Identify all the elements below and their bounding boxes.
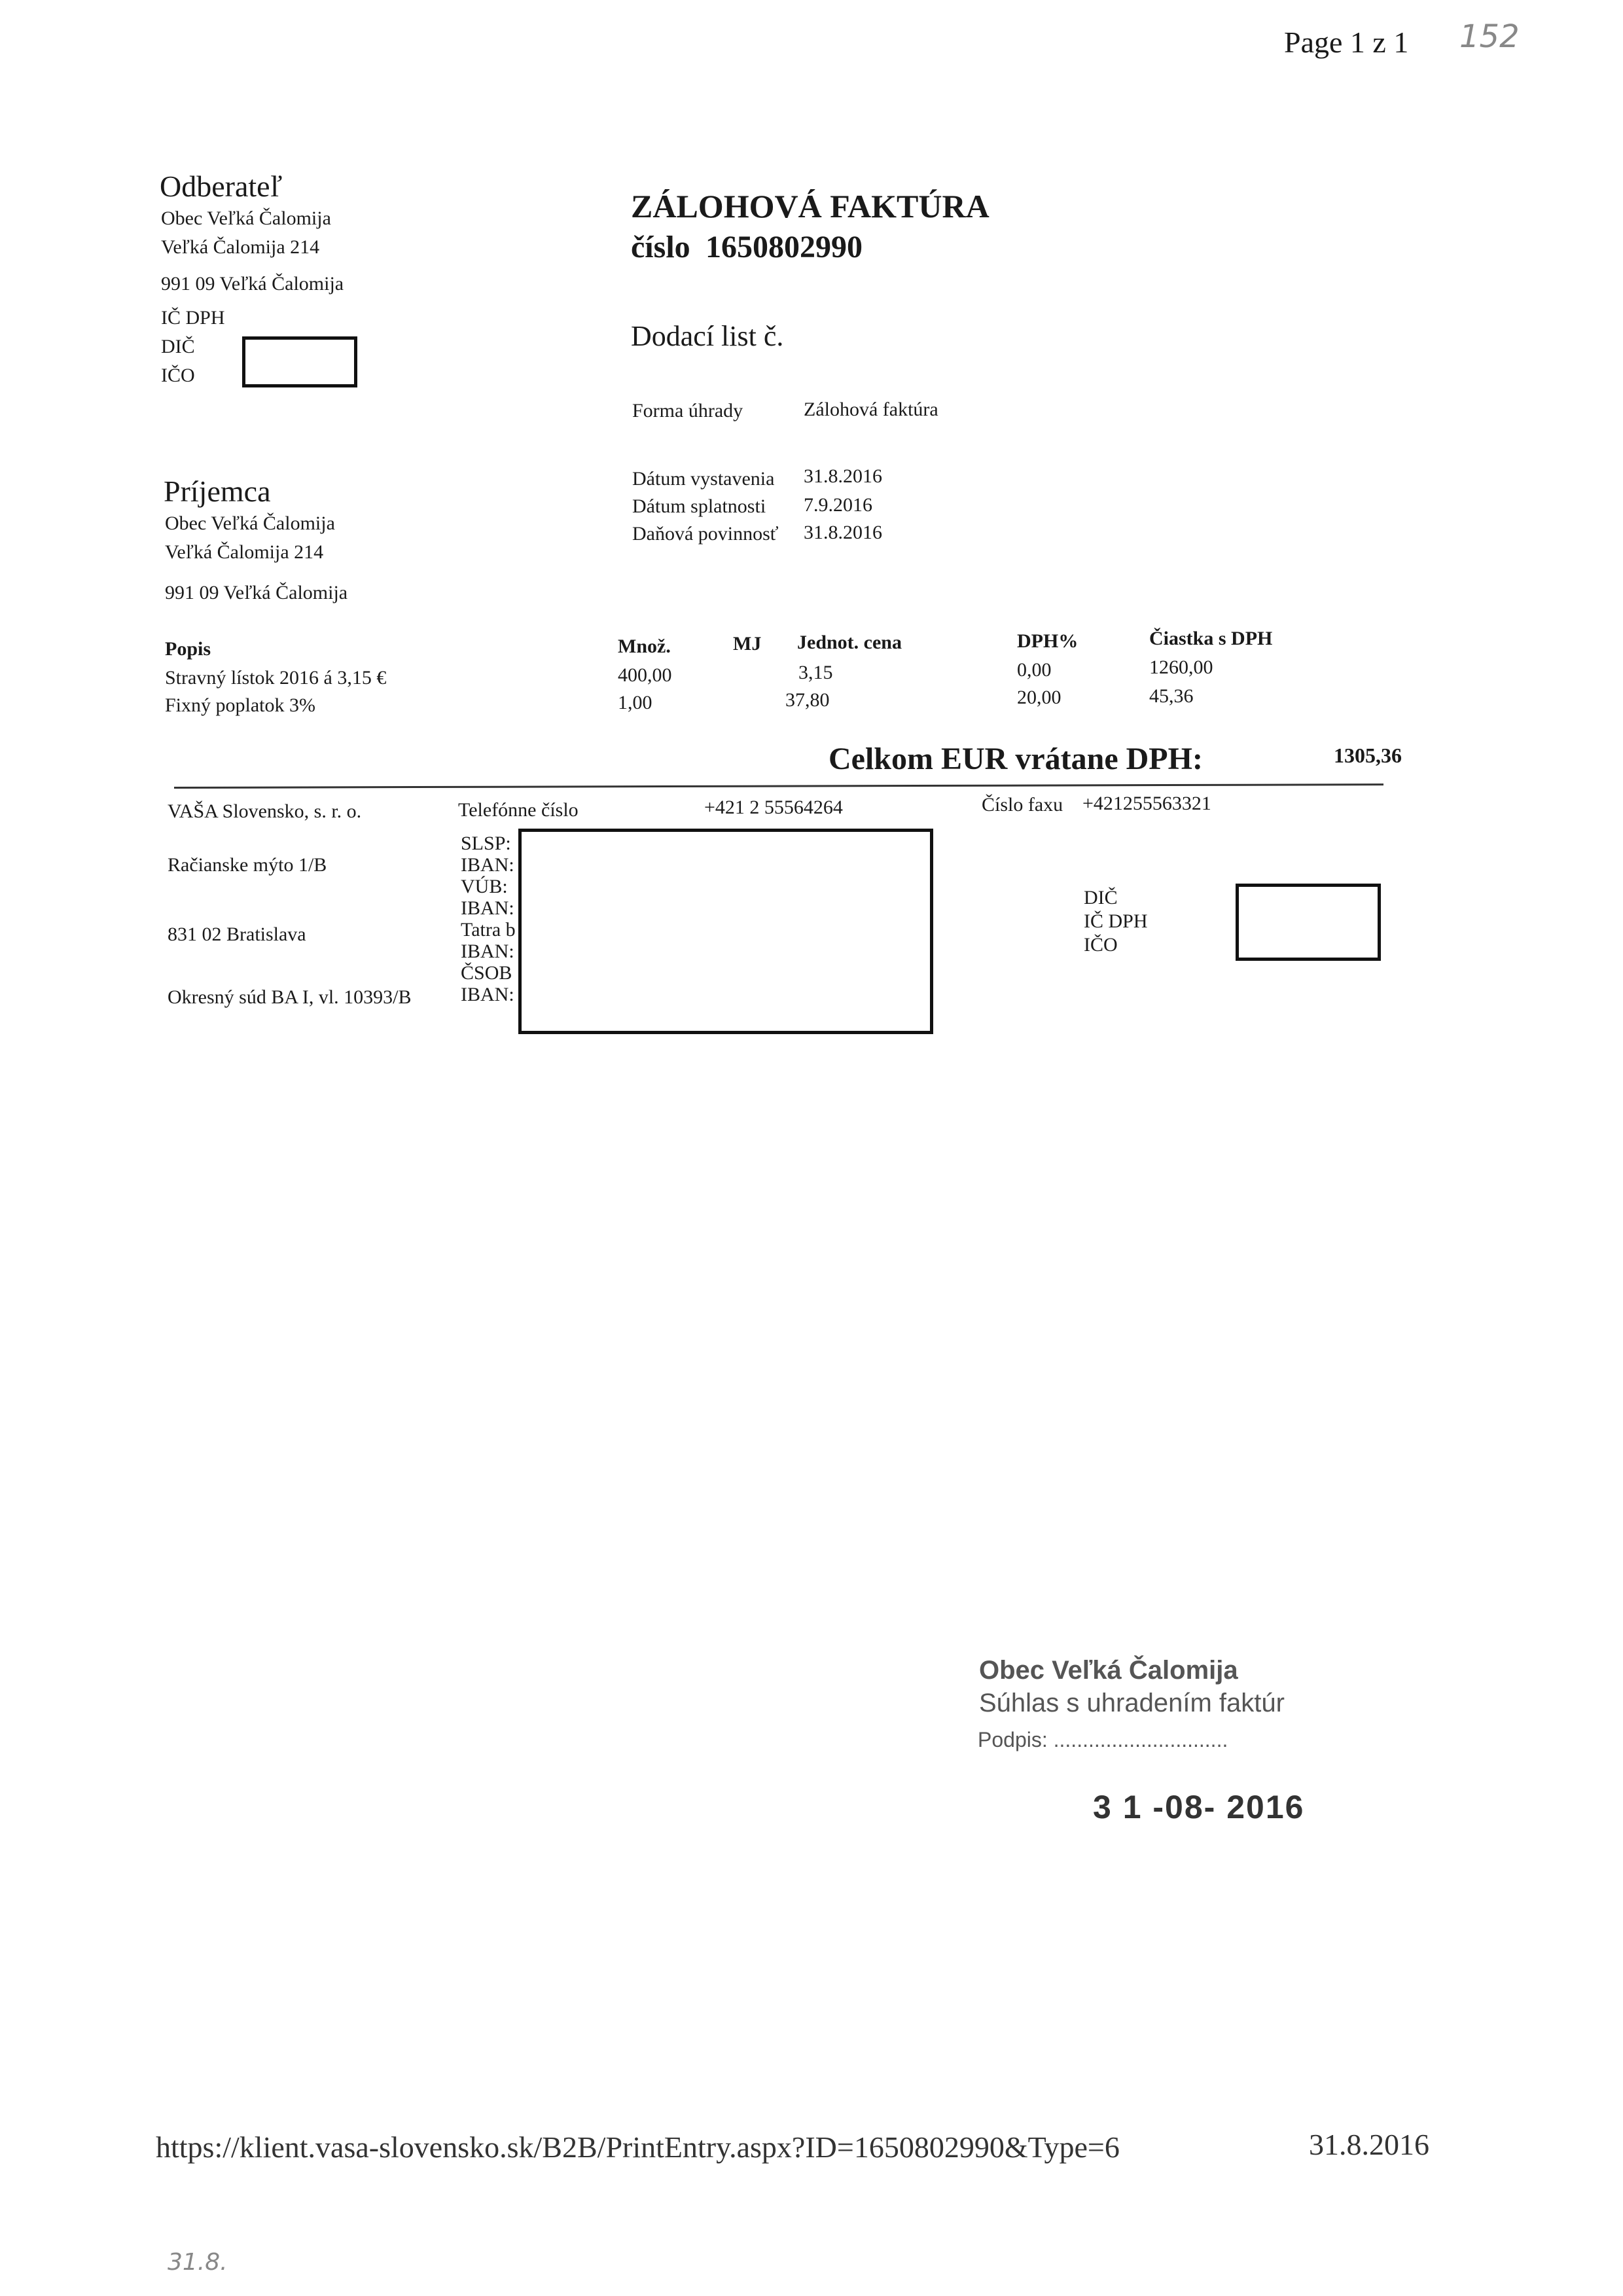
supplier-tax-label: DIČ <box>1084 887 1118 908</box>
row-price: 3,15 <box>798 662 833 683</box>
stamp-date: 3 1 -08- 2016 <box>1093 1789 1305 1825</box>
row-price: 37,80 <box>785 689 830 711</box>
col-header-desc: Popis <box>165 638 211 660</box>
row-vat: 0,00 <box>1017 659 1052 681</box>
buyer-name: Obec Veľká Čalomija <box>161 207 331 229</box>
recipient-heading: Príjemca <box>164 475 271 508</box>
supplier-street: Račianske mýto 1/B <box>168 854 327 876</box>
invoice-number: 1650802990 <box>705 230 863 264</box>
recipient-street: Veľká Čalomija 214 <box>165 541 324 563</box>
phone-label: Telefónne číslo <box>458 799 579 821</box>
buyer-street: Veľká Čalomija 214 <box>161 236 320 258</box>
col-header-amount: Čiastka s DPH <box>1149 628 1273 649</box>
fax-value: +421255563321 <box>1082 793 1211 814</box>
recipient-name: Obec Veľká Čalomija <box>165 512 335 534</box>
divider <box>174 783 1383 789</box>
row-amount: 45,36 <box>1149 685 1194 707</box>
handwritten-number: 152 <box>1459 18 1520 55</box>
col-header-price: Jednot. cena <box>797 632 902 653</box>
redaction-box <box>518 829 933 1034</box>
row-desc: Fixný poplatok 3% <box>165 694 315 716</box>
phone-value: +421 2 55564264 <box>704 797 843 818</box>
bank-line: Tatra b <box>461 919 516 941</box>
buyer-tax-label: DIČ <box>161 336 195 357</box>
handwritten-date: 31.8. <box>168 2249 228 2276</box>
invoice-title: ZÁLOHOVÁ FAKTÚRA <box>631 188 990 224</box>
supplier-id-label: IČO <box>1084 934 1118 956</box>
tax-date-value: 31.8.2016 <box>804 522 882 543</box>
total-label: Celkom EUR vrátane DPH: <box>829 742 1203 776</box>
supplier-vat-label: IČ DPH <box>1084 910 1148 932</box>
col-header-unit: MJ <box>733 633 762 655</box>
stamp-signature: Podpis: .............................. <box>978 1728 1228 1751</box>
supplier-register: Okresný súd BA I, vl. 10393/B <box>168 986 412 1008</box>
bank-accounts <box>461 833 516 1005</box>
fax-label: Číslo faxu <box>982 794 1063 816</box>
buyer-heading: Odberateľ <box>160 170 283 203</box>
due-label: Dátum splatnosti <box>632 495 766 517</box>
row-qty: 1,00 <box>618 692 652 713</box>
supplier-city: 831 02 Bratislava <box>168 924 306 945</box>
payment-label: Forma úhrady <box>632 400 743 422</box>
col-header-vat: DPH% <box>1017 630 1079 652</box>
redaction-box <box>242 336 357 387</box>
bank-line: IBAN: <box>461 897 514 919</box>
invoice-number-label: číslo <box>631 230 690 264</box>
buyer-id-label: IČO <box>161 365 195 386</box>
issue-label: Dátum vystavenia <box>632 468 775 490</box>
recipient-city: 991 09 Veľká Čalomija <box>165 582 348 603</box>
row-vat: 20,00 <box>1017 687 1061 708</box>
footer-url: https://klient.vasa-slovensko.sk/B2B/PrintEntry.aspx?ID=1650802990&Type=6 <box>156 2130 1120 2164</box>
due-value: 7.9.2016 <box>804 494 872 516</box>
buyer-vat-label: IČ DPH <box>161 307 225 329</box>
bank-line: IBAN: <box>461 941 514 962</box>
buyer-city: 991 09 Veľká Čalomija <box>161 273 344 295</box>
row-desc: Stravný lístok 2016 á 3,15 € <box>165 667 387 689</box>
tax-date-label: Daňová povinnosť <box>632 523 779 545</box>
footer-date: 31.8.2016 <box>1309 2128 1429 2161</box>
page-label: Page 1 z 1 <box>1284 26 1409 59</box>
issue-value: 31.8.2016 <box>804 465 882 487</box>
delivery-note: Dodací list č. <box>631 320 784 352</box>
bank-line: ČSOB <box>461 962 512 984</box>
bank-line: VÚB: <box>461 876 508 897</box>
stamp-text: Súhlas s uhradením faktúr <box>979 1689 1285 1717</box>
bank-line: IBAN: <box>461 984 514 1005</box>
stamp-title: Obec Veľká Čalomija <box>979 1656 1238 1685</box>
bank-line: SLSP: <box>461 833 511 854</box>
bank-line: IBAN: <box>461 854 514 876</box>
row-amount: 1260,00 <box>1149 656 1213 678</box>
row-qty: 400,00 <box>618 664 672 686</box>
total-value: 1305,36 <box>1334 744 1402 767</box>
redaction-box <box>1236 884 1381 961</box>
supplier-name: VAŠA Slovensko, s. r. o. <box>168 800 362 822</box>
col-header-qty: Množ. <box>618 636 671 657</box>
payment-value: Zálohová faktúra <box>804 399 938 420</box>
